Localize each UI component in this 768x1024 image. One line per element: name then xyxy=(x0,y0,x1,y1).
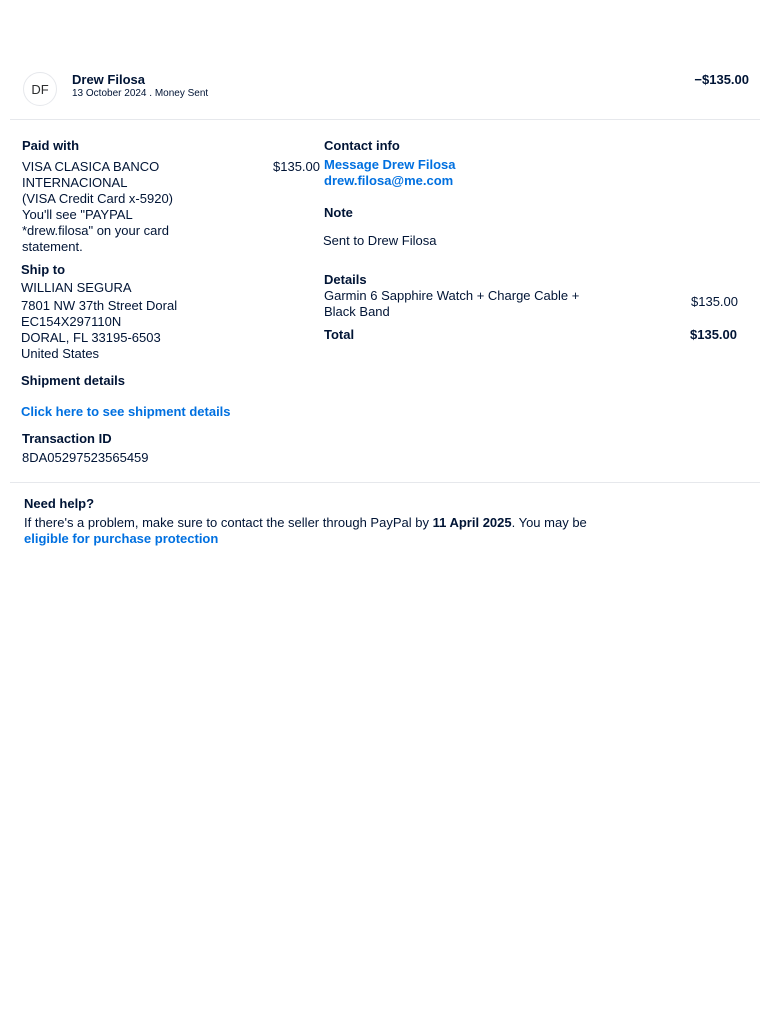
paid-amount: $135.00 xyxy=(273,159,320,174)
help-heading: Need help? xyxy=(24,496,95,511)
payment-line: INTERNACIONAL xyxy=(22,175,128,190)
paid-with-heading: Paid with xyxy=(22,138,80,153)
item-description xyxy=(324,288,644,320)
transaction-amount: −$135.00 xyxy=(694,72,749,87)
shipping-street: 7801 NW 37th Street Doral xyxy=(21,298,178,313)
total-label: Total xyxy=(324,327,355,342)
purchase-protection-link[interactable]: eligible for purchase protection xyxy=(24,531,219,546)
item-amount: $135.00 xyxy=(691,294,738,309)
subtitle-separator: . xyxy=(146,88,155,99)
transaction-type: Money Sent xyxy=(154,88,209,99)
transaction-date: 13 October 2024 xyxy=(72,88,147,99)
ship-to-heading: Ship to xyxy=(21,262,66,277)
payment-method xyxy=(22,159,272,255)
item-line: Black Band xyxy=(324,304,390,319)
payment-line: (VISA Credit Card x-5920) xyxy=(22,191,174,206)
shipment-details-heading: Shipment details xyxy=(21,373,126,388)
contact-info-heading: Contact info xyxy=(324,138,400,153)
transaction-subtitle xyxy=(72,88,208,99)
details-heading: Details xyxy=(324,272,367,287)
divider-top xyxy=(10,119,760,120)
transaction-id: 8DA05297523565459 xyxy=(22,450,149,465)
shipment-details-link[interactable]: Click here to see shipment details xyxy=(21,404,231,419)
shipping-line: EC154X297110N xyxy=(21,314,122,329)
message-link[interactable]: Message Drew Filosa xyxy=(324,157,456,172)
shipping-country: United States xyxy=(21,346,100,361)
note-text: Sent to Drew Filosa xyxy=(323,233,437,248)
divider-bottom xyxy=(10,482,760,483)
payment-line: statement. xyxy=(22,239,83,254)
avatar: DF xyxy=(23,72,57,106)
total-amount: $135.00 xyxy=(690,327,737,342)
counterparty-name: Drew Filosa xyxy=(72,72,145,87)
item-line: Garmin 6 Sapphire Watch + Charge Cable + xyxy=(324,288,580,303)
help-text-end: . You may be xyxy=(511,515,587,530)
help-text xyxy=(24,515,714,531)
transaction-id-heading: Transaction ID xyxy=(22,431,112,446)
payment-line: You'll see "PAYPAL xyxy=(22,207,133,222)
payment-line: VISA CLASICA BANCO xyxy=(22,159,160,174)
email-link[interactable]: drew.filosa@me.com xyxy=(324,173,454,188)
payment-line: *drew.filosa" on your card xyxy=(22,223,169,238)
note-heading: Note xyxy=(324,205,353,220)
shipping-city: DORAL, FL 33195-6503 xyxy=(21,330,161,345)
help-deadline: 11 April 2025 xyxy=(432,515,512,530)
help-text-start: If there's a problem, make sure to contact the seller through PayPal by xyxy=(24,515,433,530)
shipping-name: WILLIAN SEGURA xyxy=(21,280,132,295)
